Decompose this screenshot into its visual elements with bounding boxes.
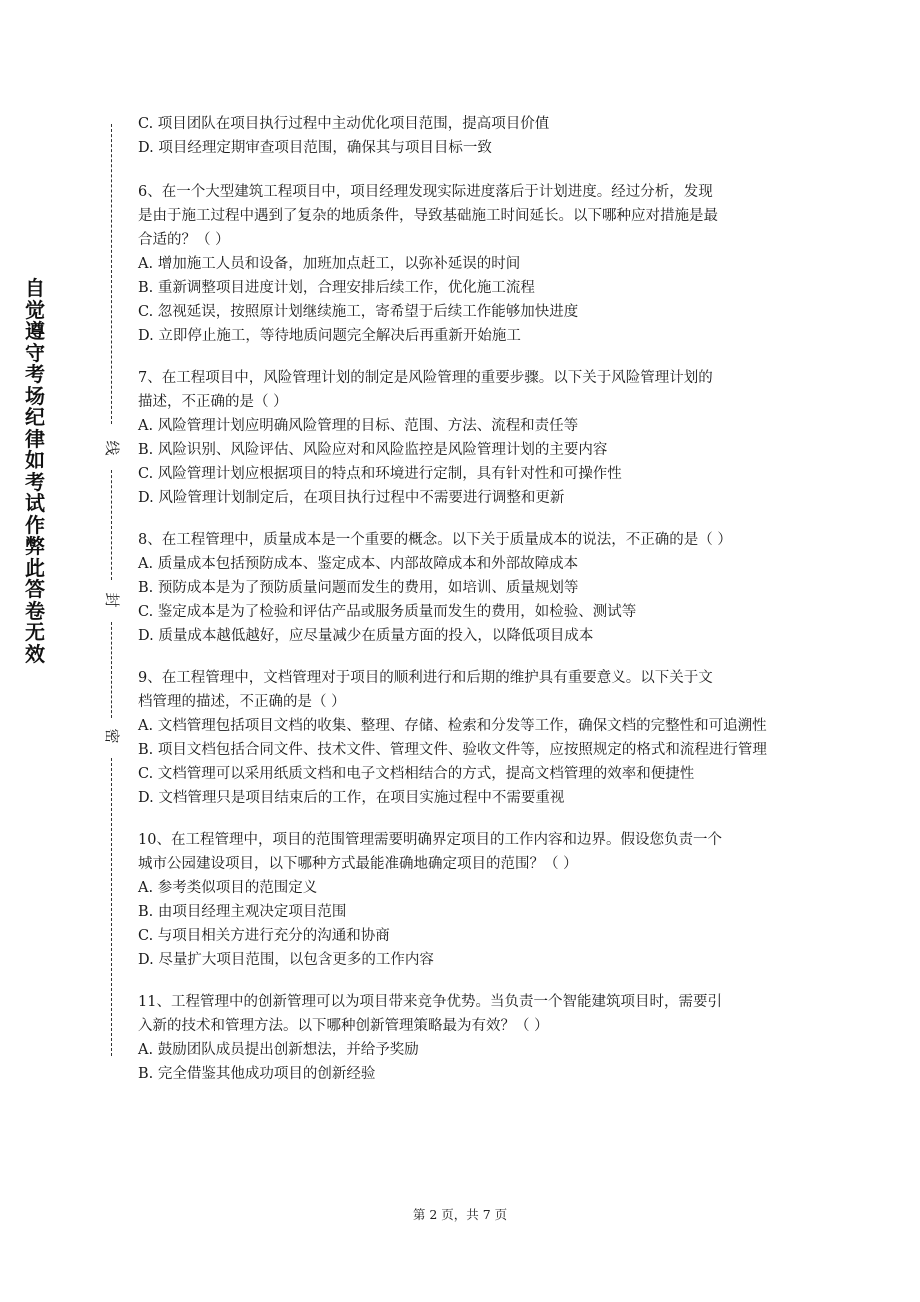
option-d: D. 风险管理计划制定后，在项目执行过程中不需要进行调整和更新 [138,490,565,506]
binding-dashed-line [111,622,112,718]
binding-label-secret: 密 [103,728,121,744]
question-7 [138,366,788,510]
option-c: C. 鉴定成本是为了检验和评估产品或服务质量而发生的费用，如检验、测试等 [138,604,637,620]
option-c: C. 项目团队在项目执行过程中主动优化项目范围，提高项目价值 [138,116,550,132]
question-stem: 档管理的描述，不正确的是（ ） [138,694,346,710]
question-5-tail [138,112,788,160]
question-11 [138,990,788,1086]
question-stem: 8、在工程管理中，质量成本是一个重要的概念。以下关于质量成本的说法，不正确的是（ ） [138,532,732,548]
exam-discipline-warning: 自觉遵守考场纪律如考试作弊此答卷无效 [25,276,45,666]
option-a: A. 风险管理计划应明确风险管理的目标、范围、方法、流程和责任等 [138,418,579,434]
option-d: D. 项目经理定期审查项目范围，确保其与项目目标一致 [138,140,492,156]
option-d: D. 质量成本越低越好，应尽量减少在质量方面的投入，以降低项目成本 [138,628,594,644]
option-c: C. 文档管理可以采用纸质文档和电子文档相结合的方式，提高文档管理的效率和便捷性 [138,766,695,782]
option-a: A. 参考类似项目的范围定义 [138,880,318,896]
binding-dashed-line [111,758,112,1056]
question-stem: 10、在工程管理中，项目的范围管理需要明确界定项目的工作内容和边界。假设您负责一个 [138,832,722,848]
option-d: D. 立即停止施工，等待地质问题完全解决后再重新开始施工 [138,328,521,344]
option-a: A. 增加施工人员和设备，加班加点赶工，以弥补延误的时间 [138,256,521,272]
page-number: 第 2 页，共 7 页 [412,1207,508,1222]
option-a: A. 质量成本包括预防成本、鉴定成本、内部故障成本和外部故障成本 [138,556,579,572]
binding-dashed-line [111,470,112,580]
option-c: C. 风险管理计划应根据项目的特点和环境进行定制，具有针对性和可操作性 [138,466,622,482]
question-10 [138,828,788,972]
option-b: B. 由项目经理主观决定项目范围 [138,904,347,920]
question-8 [138,528,788,648]
question-stem: 是由于施工过程中遇到了复杂的地质条件，导致基础施工时间延长。以下哪种应对措施是最 [138,208,718,224]
question-stem: 城市公园建设项目，以下哪种方式最能准确地确定项目的范围？（ ） [138,856,578,872]
option-c: C. 与项目相关方进行充分的沟通和协商 [138,928,390,944]
question-stem: 6、在一个大型建筑工程项目中，项目经理发现实际进度落后于计划进度。经过分析，发现 [138,184,713,200]
binding-label-seal: 封 [103,592,121,608]
question-6 [138,180,788,348]
option-a: A. 文档管理包括项目文档的收集、整理、存储、检索和分发等工作，确保文档的完整性和可追溯性 [138,718,767,734]
binding-dashed-line [111,124,112,424]
option-a: A. 鼓励团队成员提出创新想法，并给予奖励 [138,1042,419,1058]
option-b: B. 重新调整项目进度计划，合理安排后续工作，优化施工流程 [138,280,535,296]
option-b: B. 风险识别、风险评估、风险应对和风险监控是风险管理计划的主要内容 [138,442,608,458]
question-stem: 描述，不正确的是（ ） [138,394,288,410]
question-stem: 合适的？（ ） [138,232,230,248]
option-b: B. 预防成本是为了预防质量问题而发生的费用，如培训、质量规划等 [138,580,579,596]
binding-label-line: 线 [103,440,121,456]
question-stem: 入新的技术和管理方法。以下哪种创新管理策略最为有效？（ ） [138,1018,549,1034]
question-stem: 11、工程管理中的创新管理可以为项目带来竞争优势。当负责一个智能建筑项目时，需要引 [138,994,722,1010]
option-c: C. 忽视延误，按照原计划继续施工，寄希望于后续工作能够加快进度 [138,304,579,320]
option-d: D. 尽量扩大项目范围，以包含更多的工作内容 [138,952,434,968]
question-stem: 9、在工程管理中，文档管理对于项目的顺利进行和后期的维护具有重要意义。以下关于文 [138,670,713,686]
question-9 [138,666,788,810]
option-b: B. 完全借鉴其他成功项目的创新经验 [138,1066,376,1082]
question-stem: 7、在工程项目中，风险管理计划的制定是风险管理的重要步骤。以下关于风险管理计划的 [138,370,713,386]
option-d: D. 文档管理只是项目结束后的工作，在项目实施过程中不需要重视 [138,790,565,806]
exam-content [138,112,788,1086]
option-b: B. 项目文档包括合同文件、技术文件、管理文件、验收文件等，应按照规定的格式和流程进行管理 [138,742,767,758]
